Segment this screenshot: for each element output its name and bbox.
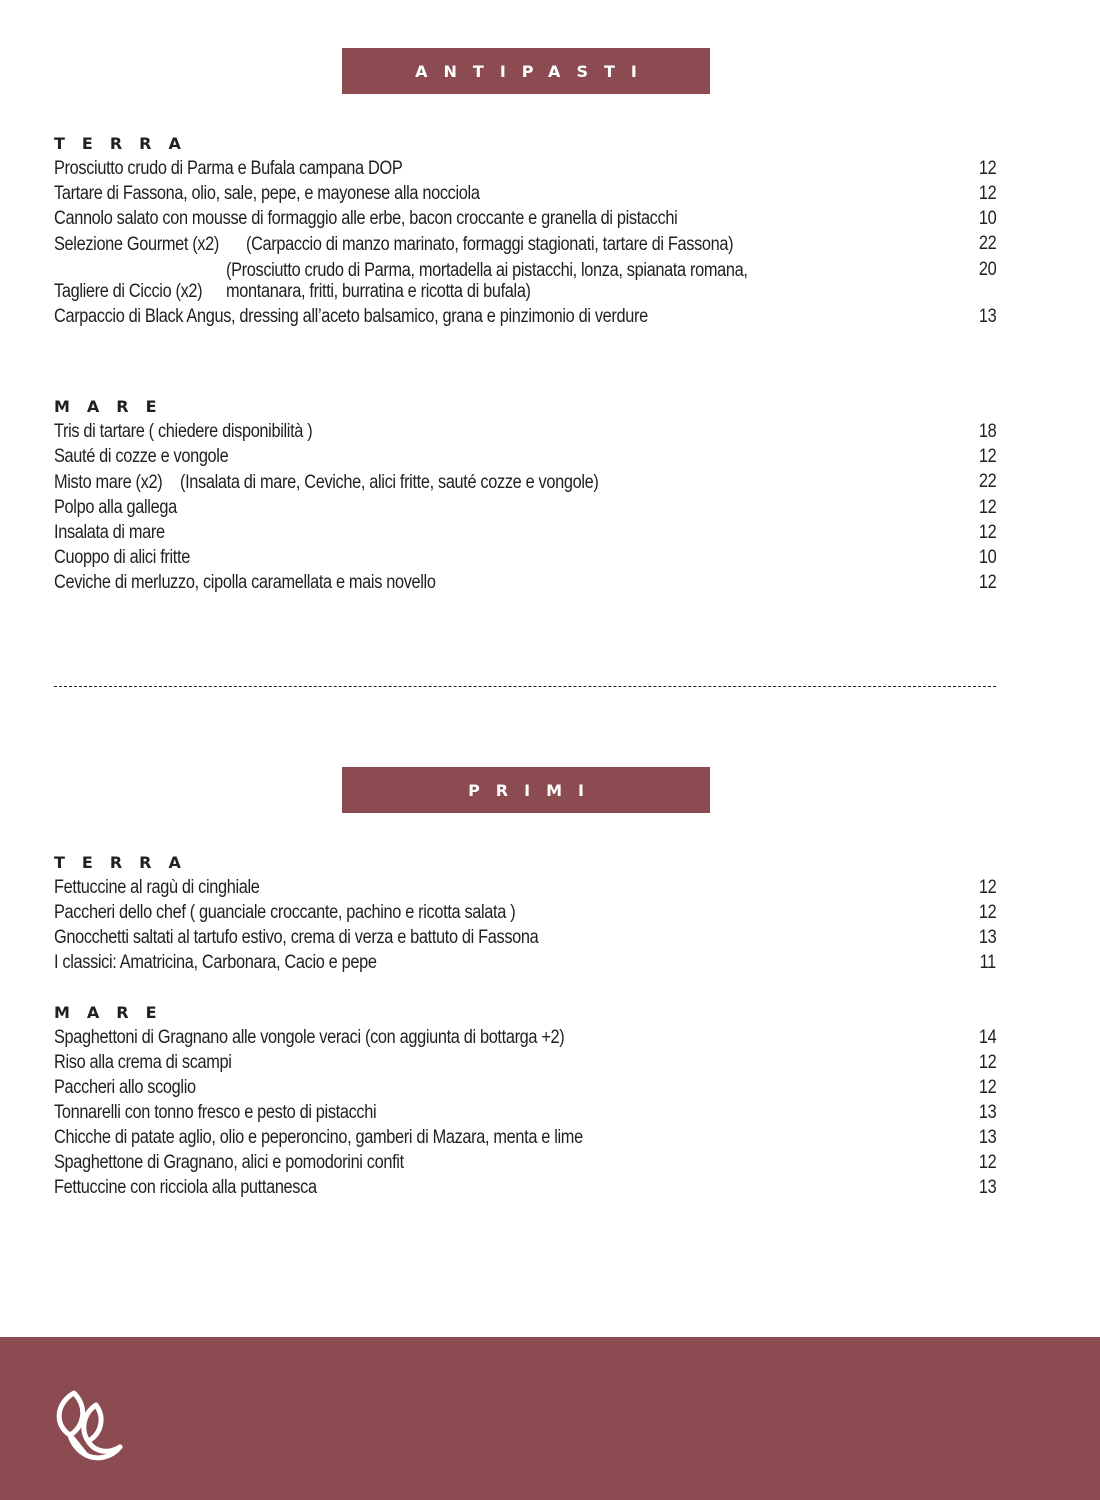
menu-item-price-cell — [956, 1152, 996, 1173]
primi-mare-heading: MARE — [54, 1003, 174, 1022]
primi-terra-section — [54, 853, 996, 973]
menu-item — [54, 902, 996, 923]
menu-item-name: Tonnarelli con tonno fresco e pesto di pistacchi — [54, 1102, 377, 1123]
menu-item-price-cell — [956, 1102, 996, 1123]
menu-item-text — [54, 446, 956, 467]
menu-item-price-cell — [956, 547, 996, 568]
menu-item-text — [54, 471, 956, 493]
menu-item-description: (Insalata di mare, Ceviche, alici fritte, sauté cozze e vongole) — [179, 472, 599, 493]
menu-item — [54, 547, 996, 568]
antipasti-banner — [342, 48, 710, 94]
menu-item-price-cell — [956, 1052, 996, 1073]
menu-item-price-cell — [956, 522, 996, 543]
menu-item-price: 13 — [978, 306, 996, 327]
primi-terra-heading: TERRA — [54, 853, 198, 872]
antipasti-mare-section — [54, 397, 996, 593]
menu-item-price: 12 — [978, 1152, 996, 1173]
menu-item-price-cell — [956, 1077, 996, 1098]
menu-item-price-cell — [956, 572, 996, 593]
menu-item-name: Ceviche di merluzzo, cipolla caramellata e mais novello — [54, 572, 436, 593]
menu-item-text — [54, 547, 956, 568]
menu-item-price-cell — [956, 158, 996, 179]
primi-mare-section — [54, 1003, 996, 1198]
menu-item-text — [54, 902, 956, 923]
menu-item-price: 12 — [978, 877, 996, 898]
menu-item-price: 22 — [978, 233, 996, 254]
menu-item-text — [54, 1102, 956, 1123]
menu-item-price: 12 — [978, 572, 996, 593]
menu-item-price-cell — [956, 877, 996, 898]
antipasti-title: ANTIPASTI — [415, 61, 653, 81]
menu-item-name: Carpaccio di Black Angus, dressing all’aceto balsamico, grana e pinzimonio di verdure — [54, 306, 648, 327]
menu-item-name: Selezione Gourmet (x2) — [54, 234, 219, 255]
menu-item-price-cell — [956, 1127, 996, 1148]
menu-item-price: 13 — [978, 927, 996, 948]
antipasti-terra-list — [54, 158, 996, 327]
menu-item-name: Misto mare (x2) — [54, 472, 163, 493]
menu-item-text — [54, 1052, 956, 1073]
section-divider — [54, 686, 996, 687]
menu-item — [54, 306, 996, 327]
menu-item-price-cell — [956, 446, 996, 467]
menu-item — [54, 877, 996, 898]
menu-item — [54, 497, 996, 518]
menu-item — [54, 927, 996, 948]
menu-item-price: 12 — [978, 1077, 996, 1098]
menu-item-text — [54, 927, 956, 948]
menu-item — [54, 572, 996, 593]
menu-item-price: 12 — [978, 522, 996, 543]
menu-item-price: 12 — [978, 183, 996, 204]
menu-item — [54, 522, 996, 543]
menu-item-name: Tris di tartare ( chiedere disponibilità ) — [54, 421, 313, 442]
menu-item-price: 20 — [978, 259, 996, 280]
menu-item-name: I classici: Amatricina, Carbonara, Cacio e pepe — [54, 952, 377, 973]
menu-item — [54, 1052, 996, 1073]
antipasti-terra-heading: TERRA — [54, 134, 198, 153]
menu-item-price-cell — [956, 1027, 996, 1048]
menu-item-price: 13 — [978, 1177, 996, 1198]
menu-item-text — [54, 1152, 956, 1173]
menu-item-text — [54, 497, 956, 518]
menu-item-price: 10 — [978, 547, 996, 568]
menu-item-description: (Prosciutto crudo di Parma, mortadella ai pistacchi, lonza, spianata romana, montanara, fritti, burratina e ricotta di bufala) — [226, 260, 748, 302]
menu-item — [54, 259, 996, 302]
menu-item-price-cell — [956, 952, 996, 973]
menu-item-name: Cannolo salato con mousse di formaggio alle erbe, bacon croccante e granella di pistacchi — [54, 208, 678, 229]
menu-item-price-cell — [956, 306, 996, 327]
primi-title: PRIMI — [468, 780, 600, 800]
antipasti-terra-section — [54, 134, 996, 327]
menu-item-price: 18 — [978, 421, 996, 442]
menu-item-name: Paccheri dello chef ( guanciale croccante, pachino e ricotta salata ) — [54, 902, 516, 923]
menu-item-text — [54, 306, 956, 327]
menu-item-text — [54, 877, 956, 898]
footer-band — [0, 1337, 1100, 1500]
menu-item-text — [54, 233, 956, 255]
menu-item-name: Paccheri allo scoglio — [54, 1077, 196, 1098]
menu-item — [54, 446, 996, 467]
menu-item-name: Fettuccine con ricciola alla puttanesca — [54, 1177, 317, 1198]
menu-item — [54, 1077, 996, 1098]
menu-item — [54, 1177, 996, 1198]
menu-item-name: Sauté di cozze e vongole — [54, 446, 229, 467]
menu-item-price: 10 — [978, 208, 996, 229]
menu-item-price-cell — [956, 208, 996, 229]
menu-item-price-cell — [956, 927, 996, 948]
primi-terra-list — [54, 877, 996, 973]
menu-item-text — [54, 1127, 956, 1148]
menu-item — [54, 952, 996, 973]
menu-item-text — [54, 1077, 956, 1098]
menu-item-price-cell — [956, 1177, 996, 1198]
leaf-logo-icon — [50, 1385, 130, 1465]
menu-item — [54, 1027, 996, 1048]
menu-item — [54, 183, 996, 204]
menu-item-description: (Carpaccio di manzo marinato, formaggi stagionati, tartare di Fassona) — [245, 234, 734, 255]
menu-item-name: Spaghettone di Gragnano, alici e pomodorini confit — [54, 1152, 404, 1173]
menu-item-price: 12 — [978, 902, 996, 923]
menu-item — [54, 1102, 996, 1123]
primi-mare-list — [54, 1027, 996, 1198]
menu-item-text — [54, 1027, 956, 1048]
menu-item-price: 11 — [979, 952, 996, 973]
menu-item-name: Insalata di mare — [54, 522, 165, 543]
menu-item — [54, 1127, 996, 1148]
menu-item-text — [54, 259, 956, 302]
menu-item — [54, 1152, 996, 1173]
menu-item — [54, 208, 996, 229]
antipasti-mare-heading: MARE — [54, 397, 174, 416]
menu-item-name: Tagliere di Ciccio (x2) — [54, 281, 203, 302]
menu-item-price: 12 — [978, 158, 996, 179]
menu-item-price: 12 — [978, 446, 996, 467]
menu-item-name: Cuoppo di alici fritte — [54, 547, 190, 568]
antipasti-mare-list — [54, 421, 996, 593]
menu-item-text — [54, 1177, 956, 1198]
menu-item-name: Fettuccine al ragù di cinghiale — [54, 877, 260, 898]
menu-item-name: Spaghettoni di Gragnano alle vongole veraci (con aggiunta di bottarga +2) — [54, 1027, 565, 1048]
menu-item — [54, 471, 996, 493]
menu-item-name: Gnocchetti saltati al tartufo estivo, crema di verza e battuto di Fassona — [54, 927, 539, 948]
menu-item-name: Chicche di patate aglio, olio e peperoncino, gamberi di Mazara, menta e lime — [54, 1127, 583, 1148]
menu-item-text — [54, 183, 956, 204]
menu-item — [54, 158, 996, 179]
menu-item — [54, 233, 996, 255]
menu-item-text — [54, 421, 956, 442]
menu-item-text — [54, 208, 956, 229]
menu-item-price-cell — [956, 497, 996, 518]
menu-item — [54, 421, 996, 442]
menu-item-price-cell — [956, 183, 996, 204]
menu-item-price: 12 — [978, 497, 996, 518]
menu-item-price-cell — [956, 902, 996, 923]
menu-item-price: 12 — [978, 1052, 996, 1073]
menu-item-price: 13 — [978, 1102, 996, 1123]
primi-banner — [342, 767, 710, 813]
menu-item-text — [54, 158, 956, 179]
menu-item-name: Polpo alla gallega — [54, 497, 177, 518]
menu-item-name: Riso alla crema di scampi — [54, 1052, 232, 1073]
menu-item-price: 13 — [978, 1127, 996, 1148]
menu-item-text — [54, 952, 956, 973]
menu-item-price: 14 — [978, 1027, 996, 1048]
menu-item-name: Prosciutto crudo di Parma e Bufala campana DOP — [54, 158, 403, 179]
menu-item-text — [54, 522, 956, 543]
menu-item-text — [54, 572, 956, 593]
menu-item-name: Tartare di Fassona, olio, sale, pepe, e mayonese alla nocciola — [54, 183, 480, 204]
menu-item-price-cell — [956, 421, 996, 442]
menu-item-price: 22 — [978, 471, 996, 492]
